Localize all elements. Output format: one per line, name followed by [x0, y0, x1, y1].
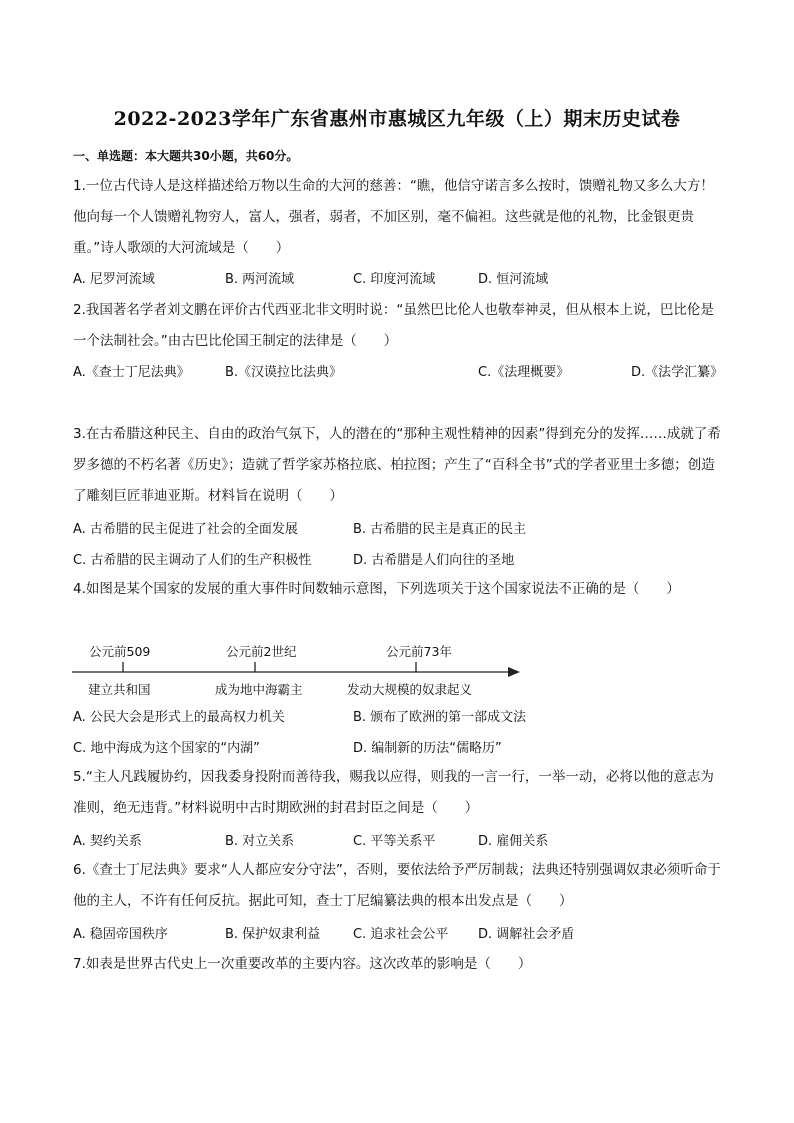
timeline-event-3: 发动大规模的奴隶起义 — [347, 682, 473, 697]
option-c[interactable]: C. 追求社会公平 — [353, 927, 449, 942]
question-3-options-row2 — [73, 549, 723, 571]
option-c[interactable]: C. 古希腊的民主调动了人们的生产积极性 — [73, 553, 312, 568]
question-3: 3.在古希腊这种民主、自由的政治气氛下，人的潜在的“那种主观性精神的因素”得到充分的发挥……成就了希罗多德的不朽名著《历史》；造就了哲学家苏格拉底、柏拉图；产生了“百科全书”式的学者亚里士多德；创造了雕刻巨匠菲迪亚斯。材料旨在说明（ ） — [73, 426, 721, 504]
option-b[interactable]: B. 对立关系 — [225, 834, 295, 849]
option-d[interactable]: D. 恒河流域 — [478, 272, 549, 287]
option-c[interactable]: C. 印度河流域 — [353, 272, 436, 287]
option-c[interactable]: C. 地中海成为这个国家的“内湖” — [73, 741, 260, 756]
question-4-options-row2 — [73, 737, 723, 759]
question-1: 1.一位古代诗人是这样描述给万物以生命的大河的慈善：“瞧，他信守诺言多么按时，馈赠礼物又多么大方！他向每一个人馈赠礼物穷人，富人，强者，弱者，不加区别，毫不偏袒。这些就是他的礼物，比金银更贵重。”诗人歌颂的大河流域是（ ） — [73, 178, 714, 256]
option-a[interactable]: A. 契约关系 — [73, 834, 142, 849]
question-2-options — [73, 361, 723, 383]
option-d[interactable]: D. 古希腊是人们向往的圣地 — [353, 553, 515, 568]
option-a[interactable]: A. 尼罗河流域 — [73, 272, 155, 287]
option-b[interactable]: B. 古希腊的民主是真正的民主 — [353, 522, 527, 537]
page-title: 2022-2023学年广东省惠州市惠城区九年级（上）期末历史试卷 — [113, 108, 681, 130]
option-a[interactable]: A.《查士丁尼法典》 — [73, 365, 190, 380]
question-1-options — [73, 268, 723, 290]
option-d[interactable]: D. 调解社会矛盾 — [478, 927, 575, 942]
option-d[interactable]: D.《法学汇纂》 — [631, 365, 724, 380]
question-4-options-row1 — [73, 706, 723, 728]
timeline-date-1: 公元前509 — [89, 644, 151, 659]
timeline-event-2: 成为地中海霸主 — [215, 682, 303, 697]
section-heading: 一、单选题：本大题共30小题，共60分。 — [73, 149, 299, 163]
question-5-options — [73, 830, 723, 852]
question-4: 4.如图是某个国家的发展的重大事件时间数轴示意图，下列选项关于这个国家说法不正确的是（ ） — [73, 581, 680, 597]
option-c[interactable]: C. 平等关系平 — [353, 834, 436, 849]
question-7: 7.如表是世界古代史上一次重要改革的主要内容。这次改革的影响是（ ） — [73, 956, 532, 972]
question-6-options — [73, 923, 723, 945]
option-b[interactable]: B. 保护奴隶利益 — [225, 927, 321, 942]
question-6: 6.《查士丁尼法典》要求“人人都应安分守法”，否则，要依法给予严厉制裁；法典还特别强调奴隶必须听命于他的主人，不许有任何反抗。据此可知，查士丁尼编纂法典的根本出发点是（ ） — [73, 862, 721, 909]
timeline-diagram — [68, 636, 528, 706]
timeline-event-1: 建立共和国 — [88, 682, 151, 697]
question-2: 2.我国著名学者刘文鹏在评价古代西亚北非文明时说：“虽然巴比伦人也敬奉神灵，但从根本上说，巴比伦是一个法制社会。”由古巴比伦国王制定的法律是（ ） — [73, 302, 714, 349]
option-b[interactable]: B.《汉谟拉比法典》 — [225, 365, 343, 380]
option-d[interactable]: D. 编制新的历法“儒略历” — [353, 741, 502, 756]
question-3-options-row1 — [73, 518, 723, 540]
timeline-date-3: 公元前73年 — [386, 644, 452, 659]
option-b[interactable]: B. 两河流域 — [225, 272, 295, 287]
option-d[interactable]: D. 雇佣关系 — [478, 834, 549, 849]
option-b[interactable]: B. 颁布了欧洲的第一部成文法 — [353, 710, 527, 725]
option-a[interactable]: A. 古希腊的民主促进了社会的全面发展 — [73, 522, 298, 537]
option-c[interactable]: C.《法理概要》 — [478, 365, 570, 380]
option-a[interactable]: A. 稳固帝国秩序 — [73, 927, 168, 942]
question-5: 5.“主人凡践履协约，因我委身投附而善待我，赐我以应得，则我的一言一行，一举一动，必将以他的意志为准则，绝无违背。”材料说明中古时期欧洲的封君封臣之间是（ ） — [73, 769, 714, 816]
option-a[interactable]: A. 公民大会是形式上的最高权力机关 — [73, 710, 285, 725]
timeline-date-2: 公元前2世纪 — [226, 644, 297, 659]
